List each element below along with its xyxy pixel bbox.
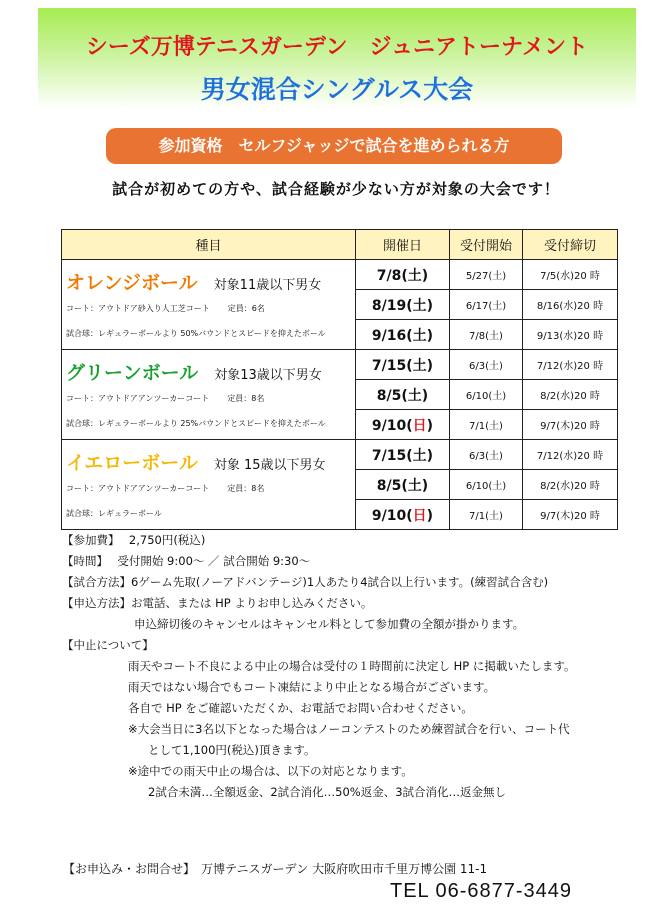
open-date: 6/10(土) (450, 380, 523, 410)
close-date: 8/2(水)20 時 (523, 470, 618, 500)
event-date: 7/15(土) (356, 350, 450, 380)
open-date: 6/10(土) (450, 470, 523, 500)
event-date: 9/10(日) (356, 500, 450, 530)
apply-line: 【申込方法】お電話、または HP よりお申し込みください。 (62, 596, 373, 610)
close-date: 9/7(木)20 時 (523, 410, 618, 440)
table-header-row (62, 230, 618, 260)
method-line: 【試合方法】6ゲーム先取(ノーアドバンテージ)1人あたり4試合以上行います。(練習試合含む) (62, 575, 549, 589)
event-date: 7/8(土) (356, 260, 450, 290)
category-capacity: 定員：8名 (227, 394, 265, 403)
contact-line: 【お申込み・お問合せ】 万博テニスガーデン 大阪府吹田市千里万博公園 11-1 (63, 862, 488, 876)
cancel-line-6: ※途中での雨天中止の場合は、以下の対応となります。 (128, 764, 413, 778)
qualification-badge: 参加資格 セルフジャッジで試合を進められる方 (106, 128, 562, 164)
open-date: 6/17(土) (450, 290, 523, 320)
event-title: シーズ万博テニスガーデン ジュニアトーナメント (85, 35, 589, 60)
open-date: 7/8(土) (450, 320, 523, 350)
open-date: 6/3(土) (450, 440, 523, 470)
cancel-line-7: 2試合未満…全額返金、2試合消化…50%返金、3試合消化…返金無し (148, 785, 507, 799)
cancel-line-5: として1,100円(税込)頂きます。 (148, 743, 316, 757)
open-date: 7/1(土) (450, 500, 523, 530)
category-court: コート：アウトドアアンツーカーコート (66, 484, 210, 493)
category-capacity: 定員：6名 (227, 304, 265, 313)
table-row (62, 440, 618, 470)
cancel-title: 【中止について】 (62, 638, 154, 652)
event-date: 8/19(土) (356, 290, 450, 320)
close-date: 7/5(水)20 時 (523, 260, 618, 290)
apply-note: 申込締切後のキャンセルはキャンセル料として参加費の全額が掛かります。 (134, 617, 525, 631)
cancel-line-2: 雨天ではない場合でもコート凍結により中止となる場合がございます。 (128, 680, 496, 694)
phone-number: TEL 06-6877-3449 (390, 880, 573, 902)
category-ball: 試合球：レギュラーボール (66, 509, 162, 518)
category-yellow (62, 440, 356, 530)
header-category: 種目 (62, 230, 356, 260)
schedule-table (61, 229, 618, 530)
event-date: 7/15(土) (356, 440, 450, 470)
category-target: 対象13歳以下男女 (214, 368, 322, 383)
close-date: 8/2(水)20 時 (523, 380, 618, 410)
header-close: 受付締切 (523, 230, 618, 260)
category-green (62, 350, 356, 440)
cancel-line-3: 各自で HP をご確認いただくか、お電話でお問い合わせください。 (128, 701, 473, 715)
category-target: 対象 15歳以下男女 (213, 458, 326, 473)
header-date: 開催日 (356, 230, 450, 260)
open-date: 5/27(土) (450, 260, 523, 290)
cancel-line-1: 雨天やコート不良による中止の場合は受付の１時間前に決定し HP に掲載いたします。 (128, 659, 576, 673)
cancel-line-4: ※大会当日に3名以下となった場合はノーコンテストのため練習試合を行い、コート代 (128, 722, 570, 736)
close-date: 7/12(水)20 時 (523, 350, 618, 380)
event-date: 9/16(土) (356, 320, 450, 350)
fee-line: 【参加費】 2,750円(税込) (62, 533, 206, 547)
time-line: 【時間】 受付開始 9:00～ ／ 試合開始 9:30～ (62, 554, 311, 568)
intro-text: 試合が初めての方や、試合経験が少ない方が対象の大会です！ (112, 180, 560, 198)
open-date: 6/3(土) (450, 350, 523, 380)
close-date: 9/7(木)20 時 (523, 500, 618, 530)
close-date: 9/13(水)20 時 (523, 320, 618, 350)
category-ball: 試合球：レギュラーボールより 25%バウンドとスピードを抑えたボール (66, 419, 326, 428)
open-date: 7/1(土) (450, 410, 523, 440)
close-date: 8/16(水)20 時 (523, 290, 618, 320)
category-court: コート：アウトドア砂入り人工芝コート (66, 304, 210, 313)
table-row (62, 260, 618, 290)
table-row (62, 350, 618, 380)
category-name: オレンジボール (66, 272, 198, 294)
event-subtitle: 男女混合シングルス大会 (200, 75, 474, 104)
event-date: 8/5(土) (356, 380, 450, 410)
category-court: コート：アウトドアアンツーカーコート (66, 394, 210, 403)
category-name: グリーンボール (66, 362, 199, 384)
event-date: 9/10(日) (356, 410, 450, 440)
event-date: 8/5(土) (356, 470, 450, 500)
header-banner (38, 8, 636, 108)
category-name: イエローボール (66, 452, 198, 474)
header-open: 受付開始 (450, 230, 523, 260)
category-target: 対象11歳以下男女 (213, 278, 322, 293)
category-ball: 試合球：レギュラーボールより 50%バウンドとスピードを抑えたボール (66, 329, 326, 338)
category-orange (62, 260, 356, 350)
close-date: 7/12(水)20 時 (523, 440, 618, 470)
category-capacity: 定員：8名 (227, 484, 265, 493)
